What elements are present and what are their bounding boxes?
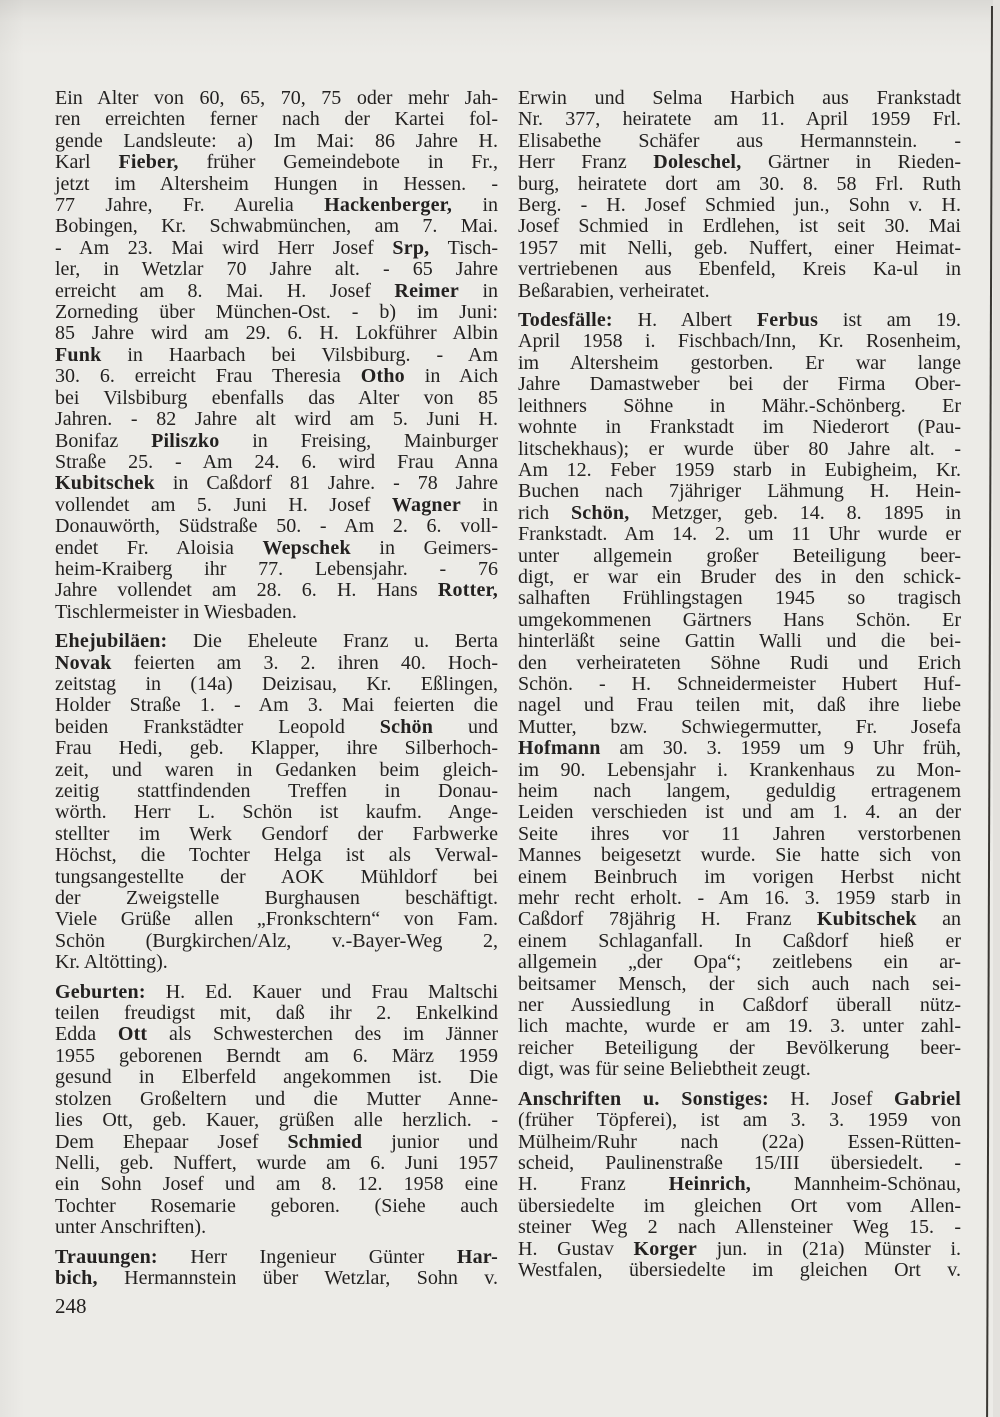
text-line: bich, Hermannstein über Wetzlar, Sohn v. (55, 1266, 498, 1289)
text-line: mehr recht erholt. - Am 16. 3. 1959 starb in (518, 887, 961, 910)
text-line: wörth. Herr L. Schön ist kaufm. Ange- (55, 801, 498, 824)
text-line: teilen freudigst mit, daß ihr 2. Enkelkind (55, 1002, 498, 1025)
text-line: rich Schön, Metzger, geb. 14. 8. 1895 in (518, 501, 962, 524)
text-line: Tischlermeister in Wiesbaden. (55, 600, 297, 623)
text-line: scheid, Paulinenstraße 15/III übersiedelt. - (518, 1151, 961, 1174)
text-line: Elisabethe Schäfer aus Hermannstein. - (518, 129, 961, 152)
text-line: im Altersheim gestorben. Er war lange (518, 351, 961, 374)
text-line: leithners Söhne in Mähr.-Schönberg. Er (518, 394, 961, 417)
text-line: Mutter, bzw. Schwiegermutter, Fr. Josefa (518, 715, 961, 738)
paragraph (518, 88, 961, 302)
text-line: Erwin und Selma Harbich aus Frankstadt (518, 87, 961, 109)
text-line: Straße 25. - Am 24. 6. wird Frau Anna (55, 450, 498, 473)
text-line: Tochter Rosemarie geboren. (Siehe auch (55, 1194, 498, 1217)
text-line: Kubitschek in Caßdorf 81 Jahre. - 78 Jahre (55, 472, 498, 495)
text-line: allgemein „der Opa“; zeitlebens ein ar- (518, 951, 961, 974)
text-line: H. Franz Heinrich, Mannheim-Schönau, (518, 1173, 962, 1196)
text-line: stellter im Werk Gendorf der Farbwerke (55, 822, 498, 845)
text-line: den verheirateten Söhne Rudi und Erich (518, 651, 961, 674)
text-line: zeitig stattfindenden Treffen in Donau- (55, 780, 498, 802)
text-line: Jahre vollendet am 28. 6. H. Hans Rotter, (55, 579, 498, 602)
text-line: Zorneding über München-Ost. - b) im Juni: (55, 301, 498, 324)
text-line: Ehejubiläen: Die Eheleute Franz u. Berta (55, 630, 498, 653)
paragraph (55, 88, 498, 623)
text-line: gende Landsleute: a) Im Mai: 86 Jahre H. (55, 129, 498, 152)
text-line: Westfalen, übersiedelte im gleichen Ort v. (518, 1258, 961, 1281)
text-line: Dem Ehepaar Josef Schmied junior und (55, 1130, 498, 1153)
text-column-right (518, 88, 961, 1281)
text-line: Holder Straße 1. - Am 3. Mai feierten die (55, 694, 498, 717)
text-line: Nelli, geb. Nuffert, wurde am 6. Juni 1957 (55, 1151, 498, 1174)
text-line: Viele Grüße allen „Fronkschtern“ von Fam. (55, 908, 498, 931)
text-line: Ein Alter von 60, 65, 70, 75 oder mehr Jah- (55, 87, 498, 109)
text-line: endet Fr. Aloisia Wepschek in Geimers- (55, 536, 498, 559)
text-line: Höchst, die Tochter Helga ist als Verwal- (55, 844, 498, 867)
text-line: heim-Kraiberg ihr 77. Lebensjahr. - 76 (55, 557, 498, 580)
text-line: Mannes beigesetzt wurde. Sie hatte sich von (518, 844, 961, 867)
text-line: zeitstag in (14a) Deizisau, Kr. Eßlingen, (55, 672, 498, 695)
text-line: der Zweigstelle Burghausen beschäftigt. (55, 887, 498, 910)
text-line: digt, was für seine Beliebtheit zeugt. (518, 1058, 811, 1081)
text-line: Beßarabien, verheiratet. (518, 279, 710, 302)
text-line: Schön. - H. Schneidermeister Hubert Huf- (518, 672, 961, 695)
text-line: Geburten: H. Ed. Kauer und Frau Maltschi (55, 980, 498, 1003)
text-line: lich machte, wurde er am 19. 3. unter zahl- (518, 1015, 961, 1038)
text-line: digt, er war ein Bruder des in den schick- (518, 565, 961, 588)
page-edge-line (986, 6, 993, 1417)
text-line: burg, heiratete dort am 30. 8. 58 Frl. Ruth (518, 172, 961, 195)
text-line: steiner Weg 2 nach Allensteiner Weg 15. - (518, 1216, 961, 1239)
text-line: Mülheim/Ruhr nach (22a) Essen-Rütten- (518, 1130, 961, 1153)
text-line: zeit, und waren in Gedanken beim gleich- (55, 758, 498, 781)
text-line: beiden Frankstädter Leopold Schön und (55, 715, 498, 738)
text-line: Edda Ott als Schwesterchen des im Jänner (55, 1023, 499, 1046)
text-line: tungsangestellte der AOK Mühldorf bei (55, 865, 498, 888)
text-column-left (55, 88, 498, 1289)
text-line: gesund in Elberfeld angekommen ist. Die (55, 1066, 498, 1089)
text-line: vertriebenen aus Ebenfeld, Kreis Ka-ul in (518, 258, 961, 281)
text-line: 1955 geborenen Berndt am 6. März 1959 (55, 1044, 498, 1067)
text-line: Schön (Burgkirchen/Alz, v.-Bayer-Weg 2, (55, 929, 498, 952)
text-line: Herr Franz Doleschel, Gärtner in Rieden- (518, 151, 961, 174)
text-line: Hofmann am 30. 3. 1959 um 9 Uhr früh, (518, 737, 961, 760)
text-line: Todesfälle: H. Albert Ferbus ist am 19. (518, 309, 961, 332)
text-line: 30. 6. erreicht Frau Theresia Otho in Aich (55, 365, 498, 388)
text-line: April 1958 i. Fischbach/Inn, Kr. Rosenheim, (518, 330, 961, 353)
text-line: einem Beinbruch im vorigen Herbst nicht (518, 865, 961, 888)
text-line: litschekhaus); er wurde über 80 Jahre alt. - (518, 437, 961, 460)
text-line: Jahre Damastweber bei der Firma Ober- (518, 373, 961, 396)
text-line: ner Aussiedlung in Caßdorf überall nütz- (518, 994, 961, 1017)
text-line: (früher Töpferei), ist am 3. 3. 1959 von (518, 1109, 961, 1132)
page-number: 248 (55, 1294, 87, 1318)
text-line: ren erreichten ferner nach der Kartei fol- (55, 108, 498, 131)
text-line: Leiden verschieden ist und am 1. 4. an der (518, 801, 961, 824)
text-line: einem Schlaganfall. In Caßdorf hieß er (518, 929, 961, 952)
text-line: hinterläßt seine Gattin Walli und die bei- (518, 630, 961, 653)
text-line: lies Ott, geb. Kauer, grüßen alle herzlich. - (55, 1109, 498, 1132)
text-line: im 90. Lebensjahr i. Krankenhaus zu Mon- (518, 758, 961, 781)
text-line: Bonifaz Piliszko in Freising, Mainburger (55, 429, 498, 452)
text-line: Kr. Altötting). (55, 951, 168, 974)
text-line: Frau Hedi, geb. Klapper, ihre Silberhoch- (55, 737, 498, 760)
text-line: beitsamer Mensch, der sich auch nach sei- (518, 972, 961, 995)
text-line: stolzen Großeltern und die Mutter Anne- (55, 1087, 498, 1110)
paragraph (55, 982, 498, 1239)
text-line: Karl Fieber, früher Gemeindebote in Fr., (55, 151, 498, 174)
text-line: Am 12. Feber 1959 starb in Eubigheim, Kr. (518, 458, 961, 481)
text-line: wohnte in Frankstadt im Niederort (Pau- (518, 416, 961, 439)
text-line: übersiedelte im gleichen Ort vom Allen- (518, 1194, 961, 1217)
text-line: Josef Schmied in Erdlehen, ist seit 30. Mai (518, 215, 961, 238)
text-line: umgekommenen Gärtners Hans Schön. Er (518, 608, 961, 631)
text-line: jetzt im Altersheim Hungen in Hessen. - (55, 172, 498, 195)
text-line: erreicht am 8. Mai. H. Josef Reimer in (55, 279, 499, 302)
text-line: heim nach langem, geduldig ertragenem (518, 780, 961, 802)
text-line: ein Sohn Josef und am 8. 12. 1958 eine (55, 1173, 498, 1196)
paragraph (518, 1089, 961, 1282)
text-line: reicher Beteiligung der Bevölkerung beer- (518, 1036, 961, 1059)
page-edge-background (993, 0, 1000, 1417)
text-line: Berg. - H. Josef Schmied jun., Sohn v. H. (518, 194, 961, 217)
text-line: Caßdorf 78jährig H. Franz Kubitschek an (518, 908, 961, 931)
text-line: 85 Jahre wird am 29. 6. H. Lokführer Albin (55, 322, 498, 345)
text-line: Donauwörth, Südstraße 50. - Am 2. 6. voll- (55, 515, 498, 538)
paragraph (55, 631, 498, 974)
scan-shadow-top (0, 0, 1000, 60)
text-line: vollendet am 5. Juni H. Josef Wagner in (55, 493, 498, 516)
text-line: Seite ihres vor 11 Jahren verstorbenen (518, 822, 961, 845)
text-line: Frankstadt. Am 14. 2. um 11 Uhr wurde er (518, 523, 961, 546)
text-line: Anschriften u. Sonstiges: H. Josef Gabriel (518, 1087, 961, 1110)
text-line: Buchen nach 7jähriger Lähmung H. Hein- (518, 480, 961, 503)
paragraph (55, 1247, 498, 1290)
text-line: unter Anschriften). (55, 1216, 207, 1239)
text-line: Trauungen: Herr Ingenieur Günter Har- (55, 1245, 498, 1268)
text-line: Novak feierten am 3. 2. ihren 40. Hoch- (55, 651, 498, 674)
text-line: Jahren. - 82 Jahre alt wird am 5. Juni H. (55, 408, 498, 431)
text-line: bei Vilsbiburg ebenfalls das Alter von 85 (55, 386, 498, 409)
text-line: nagel und Frau teilen mit, daß ihre liebe (518, 694, 961, 717)
text-line: - Am 23. Mai wird Herr Josef Srp, Tisch- (55, 236, 498, 259)
text-line: 1957 mit Nelli, geb. Nuffert, einer Heimat- (518, 236, 961, 259)
scan-shadow-left (0, 0, 24, 1417)
text-line: unter allgemein großer Beteiligung beer- (518, 544, 961, 567)
text-line: ler, in Wetzlar 70 Jahre alt. - 65 Jahre (55, 258, 498, 281)
text-line: 77 Jahre, Fr. Aurelia Hackenberger, in (55, 194, 498, 217)
text-line: Nr. 377, heiratete am 11. April 1959 Frl. (518, 108, 961, 131)
text-line: salhaften Frühlingstagen 1945 so tragisch (518, 587, 961, 610)
text-line: Bobingen, Kr. Schwabmünchen, am 7. Mai. (55, 215, 498, 238)
text-line: Funk in Haarbach bei Vilsbiburg. - Am (55, 343, 498, 366)
text-line: H. Gustav Korger jun. in (21a) Münster i. (518, 1237, 961, 1260)
paragraph (518, 310, 961, 1081)
